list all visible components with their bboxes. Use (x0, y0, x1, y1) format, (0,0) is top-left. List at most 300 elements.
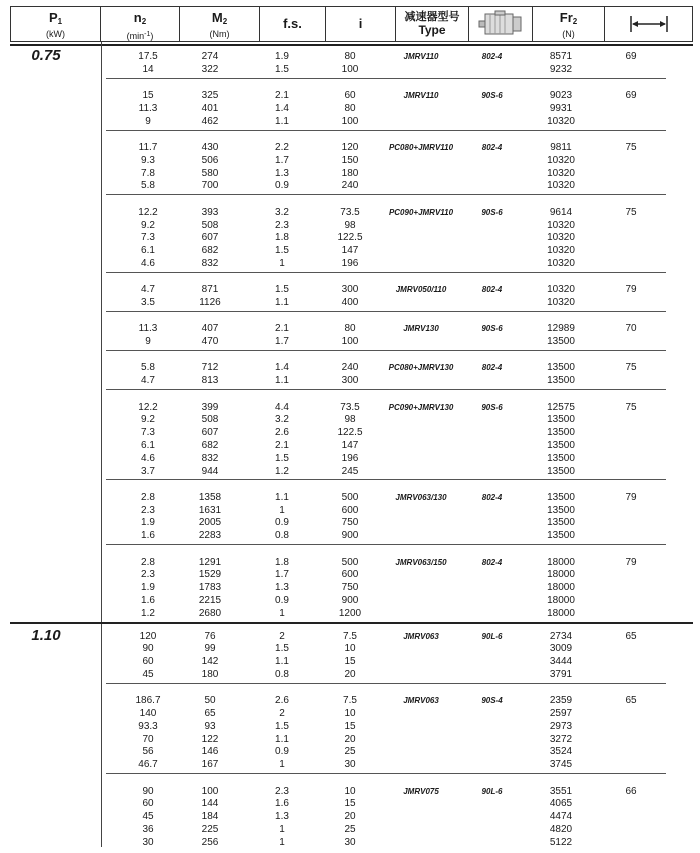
cell-fr2: 13500 (547, 530, 575, 542)
cell-fr2: 2734 (549, 630, 573, 642)
cell-fs: 1 (279, 836, 285, 848)
cell-fs: 1.4 (275, 102, 289, 114)
cell-n2: 2.8 (141, 556, 155, 568)
type-cell: PC090+JMRV130 (388, 402, 454, 412)
cell-fr2: 9931 (549, 102, 573, 114)
cell-fr2: 18000 (547, 582, 575, 594)
cell-fs: 4.4 (275, 401, 289, 413)
cell-n2: 7.3 (141, 427, 155, 439)
cell-i: 240 (341, 180, 359, 192)
cell-fs: 1 (279, 257, 285, 269)
cell-n2: 140 (139, 708, 157, 719)
cell-i: 900 (341, 530, 359, 542)
cell-n2: 4.6 (141, 452, 155, 464)
cell-n2: 5.8 (141, 180, 155, 192)
cell-n2: 6.1 (141, 439, 155, 451)
cell-fr2: 13500 (547, 427, 575, 439)
cell-fs: 1.1 (275, 491, 289, 503)
type-cell: JMRV063/130 (395, 492, 447, 502)
cell-m2: 274 (201, 51, 219, 62)
cell-i: 196 (341, 452, 359, 464)
type-cell: JMRV063 (403, 696, 439, 706)
cell-i: 30 (344, 759, 356, 771)
group-rule (106, 544, 666, 545)
cell-m2: 407 (201, 323, 219, 335)
cell-fr2: 13500 (547, 362, 575, 374)
cell-fr2: 9232 (549, 63, 573, 75)
cell-n2: 93.3 (138, 720, 158, 732)
dimension-cell: 69 (625, 90, 637, 102)
motor-cell: 90S-6 (481, 207, 503, 217)
cell-i: 500 (341, 491, 359, 503)
cell-fr2: 10320 (547, 284, 575, 296)
cell-fr2: 10320 (547, 257, 575, 269)
header-fs: f.s. (260, 7, 326, 41)
cell-n2: 9 (145, 115, 151, 127)
cell-m2: 580 (201, 167, 219, 179)
cell-fs: 1.1 (275, 297, 289, 308)
group-rule (106, 272, 666, 273)
cell-m2: 2283 (198, 530, 222, 542)
cell-m2: 393 (201, 206, 219, 218)
cell-i: 180 (341, 167, 359, 179)
cell-i: 500 (341, 556, 359, 568)
cell-m2: 813 (201, 375, 219, 387)
cell-m2: 256 (201, 836, 219, 848)
cell-fr2: 2973 (549, 720, 573, 732)
cell-i: 15 (344, 798, 356, 810)
group-rule (106, 311, 666, 312)
dimension-arrow-icon (629, 14, 669, 34)
motor-cell: 90L-6 (481, 631, 503, 641)
cell-n2: 45 (142, 668, 154, 680)
cell-n2: 30 (142, 836, 154, 848)
motor-cell: 802-4 (481, 52, 503, 61)
cell-i: 20 (344, 733, 356, 745)
cell-i: 750 (341, 582, 359, 594)
cell-i: 1200 (338, 607, 362, 619)
type-cell: PC080+JMRV110 (388, 143, 454, 152)
cell-i: 30 (344, 836, 356, 848)
cell-fs: 1.1 (275, 375, 289, 387)
cell-n2: 4.7 (141, 284, 155, 296)
cell-m2: 146 (201, 746, 219, 758)
dimension-cell: 65 (625, 695, 637, 707)
header-type: 减速器型号 Type (396, 7, 469, 41)
motor-cell: 90S-6 (481, 91, 503, 101)
cell-m2: 1126 (199, 297, 221, 308)
cell-m2: 871 (201, 284, 219, 296)
cell-m2: 100 (201, 785, 219, 797)
cell-fs: 1.3 (275, 811, 289, 823)
cell-fr2: 10320 (547, 219, 575, 231)
cell-m2: 607 (201, 232, 219, 244)
cell-fs: 2.1 (275, 90, 289, 102)
cell-fs: 1.3 (275, 167, 289, 179)
cell-fs: 1.5 (275, 452, 289, 464)
type-cell: JMRV110 (403, 52, 439, 61)
cell-m2: 506 (201, 154, 219, 166)
cell-m2: 430 (201, 142, 219, 153)
cell-m2: 225 (201, 823, 219, 835)
type-cell: JMRV063 (403, 631, 439, 641)
cell-fs: 0.9 (275, 746, 289, 758)
cell-m2: 76 (204, 630, 216, 642)
cell-n2: 90 (142, 785, 154, 797)
cell-n2: 6.1 (141, 245, 155, 257)
cell-fs: 1.7 (275, 336, 289, 348)
cell-fr2: 10320 (547, 115, 575, 127)
cell-fr2: 13500 (547, 465, 575, 477)
cell-i: 100 (341, 115, 359, 127)
cell-m2: 65 (204, 708, 216, 719)
cell-fs: 2 (279, 708, 285, 719)
cell-fr2: 3444 (549, 656, 573, 668)
header-n2: $n_2$ $(\min^{-1})$ (101, 7, 180, 41)
cell-n2: 7.3 (141, 232, 155, 244)
dimension-cell: 66 (625, 785, 637, 797)
cell-fs: 1 (279, 823, 285, 835)
cell-m2: 832 (201, 257, 219, 269)
cell-i: 15 (344, 720, 356, 732)
cell-n2: 36 (142, 823, 154, 835)
dimension-cell: 79 (625, 556, 637, 568)
cell-fr2: 12575 (547, 401, 575, 413)
cell-m2: 682 (201, 439, 219, 451)
cell-m2: 401 (201, 102, 219, 114)
cell-n2: 12.2 (138, 401, 158, 413)
cell-i: 300 (341, 284, 359, 296)
cell-i: 147 (341, 245, 359, 257)
cell-fs: 0.9 (275, 517, 289, 529)
cell-fs: 0.8 (275, 668, 289, 680)
cell-i: 7.5 (343, 695, 357, 707)
cell-fs: 2.6 (275, 695, 289, 707)
dimension-cell: 69 (625, 51, 637, 62)
header-m2: $M_2$ (Nm) (180, 7, 260, 41)
cell-n2: 186.7 (135, 695, 161, 707)
cell-n2: 56 (142, 746, 154, 758)
cell-i: 122.5 (337, 427, 363, 439)
type-cell: JMRV130 (403, 324, 439, 334)
dimension-cell: 75 (625, 362, 637, 374)
motor-icon (475, 10, 527, 38)
cell-i: 80 (344, 51, 356, 62)
cell-fs: 1.8 (275, 556, 289, 568)
cell-m2: 700 (201, 180, 219, 192)
cell-i: 300 (341, 375, 359, 387)
type-cell: JMRV050/110 (395, 285, 447, 295)
cell-m2: 93 (204, 720, 216, 732)
dimension-cell: 70 (625, 323, 637, 335)
cell-n2: 11.7 (138, 142, 158, 153)
cell-i: 20 (344, 668, 356, 680)
dimension-cell: 65 (625, 630, 637, 642)
cell-fs: 1.7 (275, 569, 289, 581)
cell-fs: 1.5 (275, 720, 289, 732)
cell-i: 147 (341, 439, 359, 451)
cell-i: 245 (341, 465, 359, 477)
cell-m2: 1783 (198, 582, 222, 594)
cell-fr2: 10320 (547, 180, 575, 192)
cell-i: 100 (341, 63, 359, 75)
cell-fs: 2.1 (275, 323, 289, 335)
cell-i: 73.5 (340, 401, 360, 413)
cell-i: 120 (341, 142, 359, 153)
cell-fs: 1 (279, 759, 285, 771)
cell-fr2: 18000 (547, 556, 575, 568)
motor-cell: 802-4 (481, 363, 503, 373)
cell-n2: 9.3 (141, 154, 155, 166)
cell-fr2: 12989 (547, 323, 575, 335)
cell-fr2: 13500 (547, 491, 575, 503)
power-column-separator (101, 42, 102, 847)
cell-i: 80 (344, 102, 356, 114)
header-bottom-rule (10, 44, 693, 46)
cell-fr2: 18000 (547, 594, 575, 606)
cell-m2: 508 (201, 219, 219, 231)
cell-m2: 832 (201, 452, 219, 464)
cell-n2: 90 (142, 643, 154, 655)
cell-n2: 1.2 (141, 607, 155, 619)
group-rule (106, 130, 666, 131)
cell-fs: 1.1 (275, 656, 289, 668)
cell-m2: 1529 (198, 569, 222, 581)
cell-m2: 1291 (198, 556, 222, 568)
cell-fs: 1.5 (275, 284, 289, 296)
cell-fr2: 5122 (549, 836, 573, 848)
cell-n2: 70 (142, 733, 154, 745)
cell-i: 10 (344, 643, 356, 655)
cell-n2: 5.8 (141, 362, 155, 374)
cell-m2: 180 (201, 668, 219, 680)
power-value: 1.10 (31, 626, 61, 644)
motor-cell: 802-4 (481, 492, 503, 502)
header-i: i (326, 7, 396, 41)
cell-fr2: 4820 (549, 823, 573, 835)
table-header (10, 6, 693, 42)
group-rule (106, 389, 666, 390)
cell-n2: 11.3 (138, 323, 158, 335)
cell-fr2: 13500 (547, 504, 575, 516)
type-cell: PC080+JMRV130 (388, 363, 454, 373)
cell-i: 750 (341, 517, 359, 529)
cell-fs: 1.6 (275, 798, 289, 810)
cell-m2: 167 (201, 759, 219, 771)
cell-fr2: 13500 (547, 439, 575, 451)
cell-n2: 2.3 (141, 569, 155, 581)
cell-m2: 1358 (198, 491, 222, 503)
cell-fs: 0.9 (275, 180, 289, 192)
cell-m2: 462 (201, 115, 219, 127)
cell-fr2: 9811 (550, 142, 572, 153)
group-rule (106, 350, 666, 351)
cell-m2: 944 (201, 465, 219, 477)
cell-fs: 1.1 (275, 733, 289, 745)
dimension-cell: 75 (625, 401, 637, 413)
cell-i: 7.5 (343, 630, 357, 642)
cell-n2: 60 (142, 656, 154, 668)
dimension-cell: 79 (625, 284, 637, 296)
cell-i: 100 (341, 336, 359, 348)
cell-fr2: 10320 (547, 167, 575, 179)
cell-fs: 2 (279, 630, 285, 642)
cell-fr2: 10320 (547, 245, 575, 257)
cell-i: 73.5 (340, 206, 360, 218)
cell-fr2: 8571 (549, 51, 573, 62)
power-group-rule (10, 622, 693, 624)
cell-m2: 142 (201, 656, 219, 668)
cell-i: 15 (344, 656, 356, 668)
cell-n2: 2.8 (141, 491, 155, 503)
cell-i: 10 (344, 785, 356, 797)
cell-m2: 144 (201, 798, 219, 810)
cell-fs: 1 (279, 504, 285, 516)
cell-fs: 2.1 (275, 439, 289, 451)
group-rule (106, 773, 666, 774)
cell-n2: 9 (145, 336, 151, 348)
dimension-cell: 75 (625, 142, 637, 153)
cell-fs: 1.5 (275, 245, 289, 257)
cell-fr2: 3009 (549, 643, 573, 655)
cell-i: 25 (344, 746, 356, 758)
cell-n2: 46.7 (138, 759, 158, 771)
cell-fs: 1.5 (275, 63, 289, 75)
type-cell: JMRV063/150 (395, 557, 447, 567)
cell-n2: 3.7 (141, 465, 155, 477)
cell-fr2: 10320 (547, 232, 575, 244)
group-rule (106, 683, 666, 684)
cell-fs: 1.7 (275, 154, 289, 166)
cell-n2: 1.9 (141, 582, 155, 594)
cell-m2: 712 (201, 362, 219, 374)
cell-fr2: 3791 (549, 668, 573, 680)
cell-i: 600 (341, 504, 359, 516)
power-value: 0.75 (31, 47, 61, 64)
cell-fs: 0.8 (275, 530, 289, 542)
cell-i: 80 (344, 323, 356, 335)
dimension-cell: 79 (625, 491, 637, 503)
cell-fr2: 13500 (547, 414, 575, 426)
cell-fs: 1.8 (275, 232, 289, 244)
cell-fs: 1.5 (275, 643, 289, 655)
cell-n2: 3.5 (141, 297, 155, 308)
cell-n2: 2.3 (141, 504, 155, 516)
cell-i: 600 (341, 569, 359, 581)
dimension-cell: 75 (625, 206, 637, 218)
cell-fs: 1.4 (275, 362, 289, 374)
cell-m2: 682 (201, 245, 219, 257)
cell-fs: 1.3 (275, 582, 289, 594)
cell-fs: 3.2 (275, 206, 289, 218)
cell-n2: 45 (142, 811, 154, 823)
cell-fs: 2.3 (275, 785, 289, 797)
cell-fr2: 4065 (549, 798, 573, 810)
cell-n2: 1.9 (141, 517, 155, 529)
cell-i: 60 (344, 90, 356, 102)
cell-m2: 399 (201, 401, 219, 413)
cell-m2: 99 (204, 643, 216, 655)
cell-fs: 0.9 (275, 594, 289, 606)
cell-n2: 9.2 (141, 219, 155, 231)
motor-cell: 90S-6 (481, 402, 503, 412)
cell-m2: 322 (201, 63, 219, 75)
cell-n2: 11.3 (138, 102, 158, 114)
cell-i: 900 (341, 594, 359, 606)
cell-m2: 325 (201, 90, 219, 102)
motor-cell: 802-4 (481, 143, 503, 152)
cell-fr2: 13500 (547, 336, 575, 348)
header-fr2: $Fr_2$ (N) (533, 7, 605, 41)
cell-n2: 15 (142, 90, 154, 102)
cell-fr2: 13500 (547, 375, 575, 387)
cell-i: 25 (344, 823, 356, 835)
cell-fr2: 18000 (547, 607, 575, 619)
cell-n2: 1.6 (141, 530, 155, 542)
cell-i: 240 (341, 362, 359, 374)
cell-fs: 1.9 (275, 51, 289, 62)
group-rule (106, 194, 666, 195)
cell-i: 10 (344, 708, 356, 719)
group-rule (106, 78, 666, 79)
cell-fs: 2.3 (275, 219, 289, 231)
cell-fr2: 9614 (549, 206, 573, 218)
cell-fr2: 3745 (549, 759, 573, 771)
cell-n2: 12.2 (138, 206, 158, 218)
cell-i: 196 (341, 257, 359, 269)
cell-fs: 2.6 (275, 427, 289, 439)
motor-cell: 90L-6 (481, 786, 503, 796)
cell-m2: 2680 (198, 607, 222, 619)
cell-fs: 3.2 (275, 414, 289, 426)
cell-n2: 60 (142, 798, 154, 810)
cell-fr2: 4474 (549, 811, 573, 823)
cell-fr2: 13500 (547, 452, 575, 464)
cell-m2: 122 (201, 733, 219, 745)
cell-fr2: 10320 (547, 297, 575, 308)
cell-i: 20 (344, 811, 356, 823)
cell-i: 122.5 (337, 232, 363, 244)
header-motor (469, 7, 533, 41)
motor-cell: 802-4 (481, 557, 503, 567)
cell-i: 150 (341, 154, 359, 166)
cell-i: 98 (344, 414, 356, 426)
motor-cell: 802-4 (481, 285, 503, 295)
cell-fs: 2.2 (275, 142, 289, 153)
cell-m2: 508 (201, 414, 219, 426)
motor-cell: 90S-4 (481, 696, 503, 706)
cell-fr2: 2597 (549, 708, 573, 719)
cell-fr2: 10320 (547, 154, 575, 166)
cell-fs: 1 (279, 607, 285, 619)
cell-fs: 1.2 (275, 465, 289, 477)
motor-cell: 90S-6 (481, 324, 503, 334)
cell-i: 98 (344, 219, 356, 231)
cell-fs: 1.1 (275, 115, 289, 127)
cell-m2: 2215 (198, 594, 222, 606)
cell-n2: 4.6 (141, 257, 155, 269)
cell-n2: 4.7 (141, 375, 155, 387)
cell-m2: 184 (201, 811, 219, 823)
cell-n2: 17.5 (138, 51, 158, 62)
cell-fr2: 13500 (547, 517, 575, 529)
cell-fr2: 2359 (549, 695, 573, 707)
cell-m2: 1631 (198, 504, 222, 516)
group-rule (106, 479, 666, 480)
cell-m2: 470 (201, 336, 219, 348)
cell-n2: 120 (139, 630, 157, 642)
cell-n2: 14 (142, 63, 154, 75)
